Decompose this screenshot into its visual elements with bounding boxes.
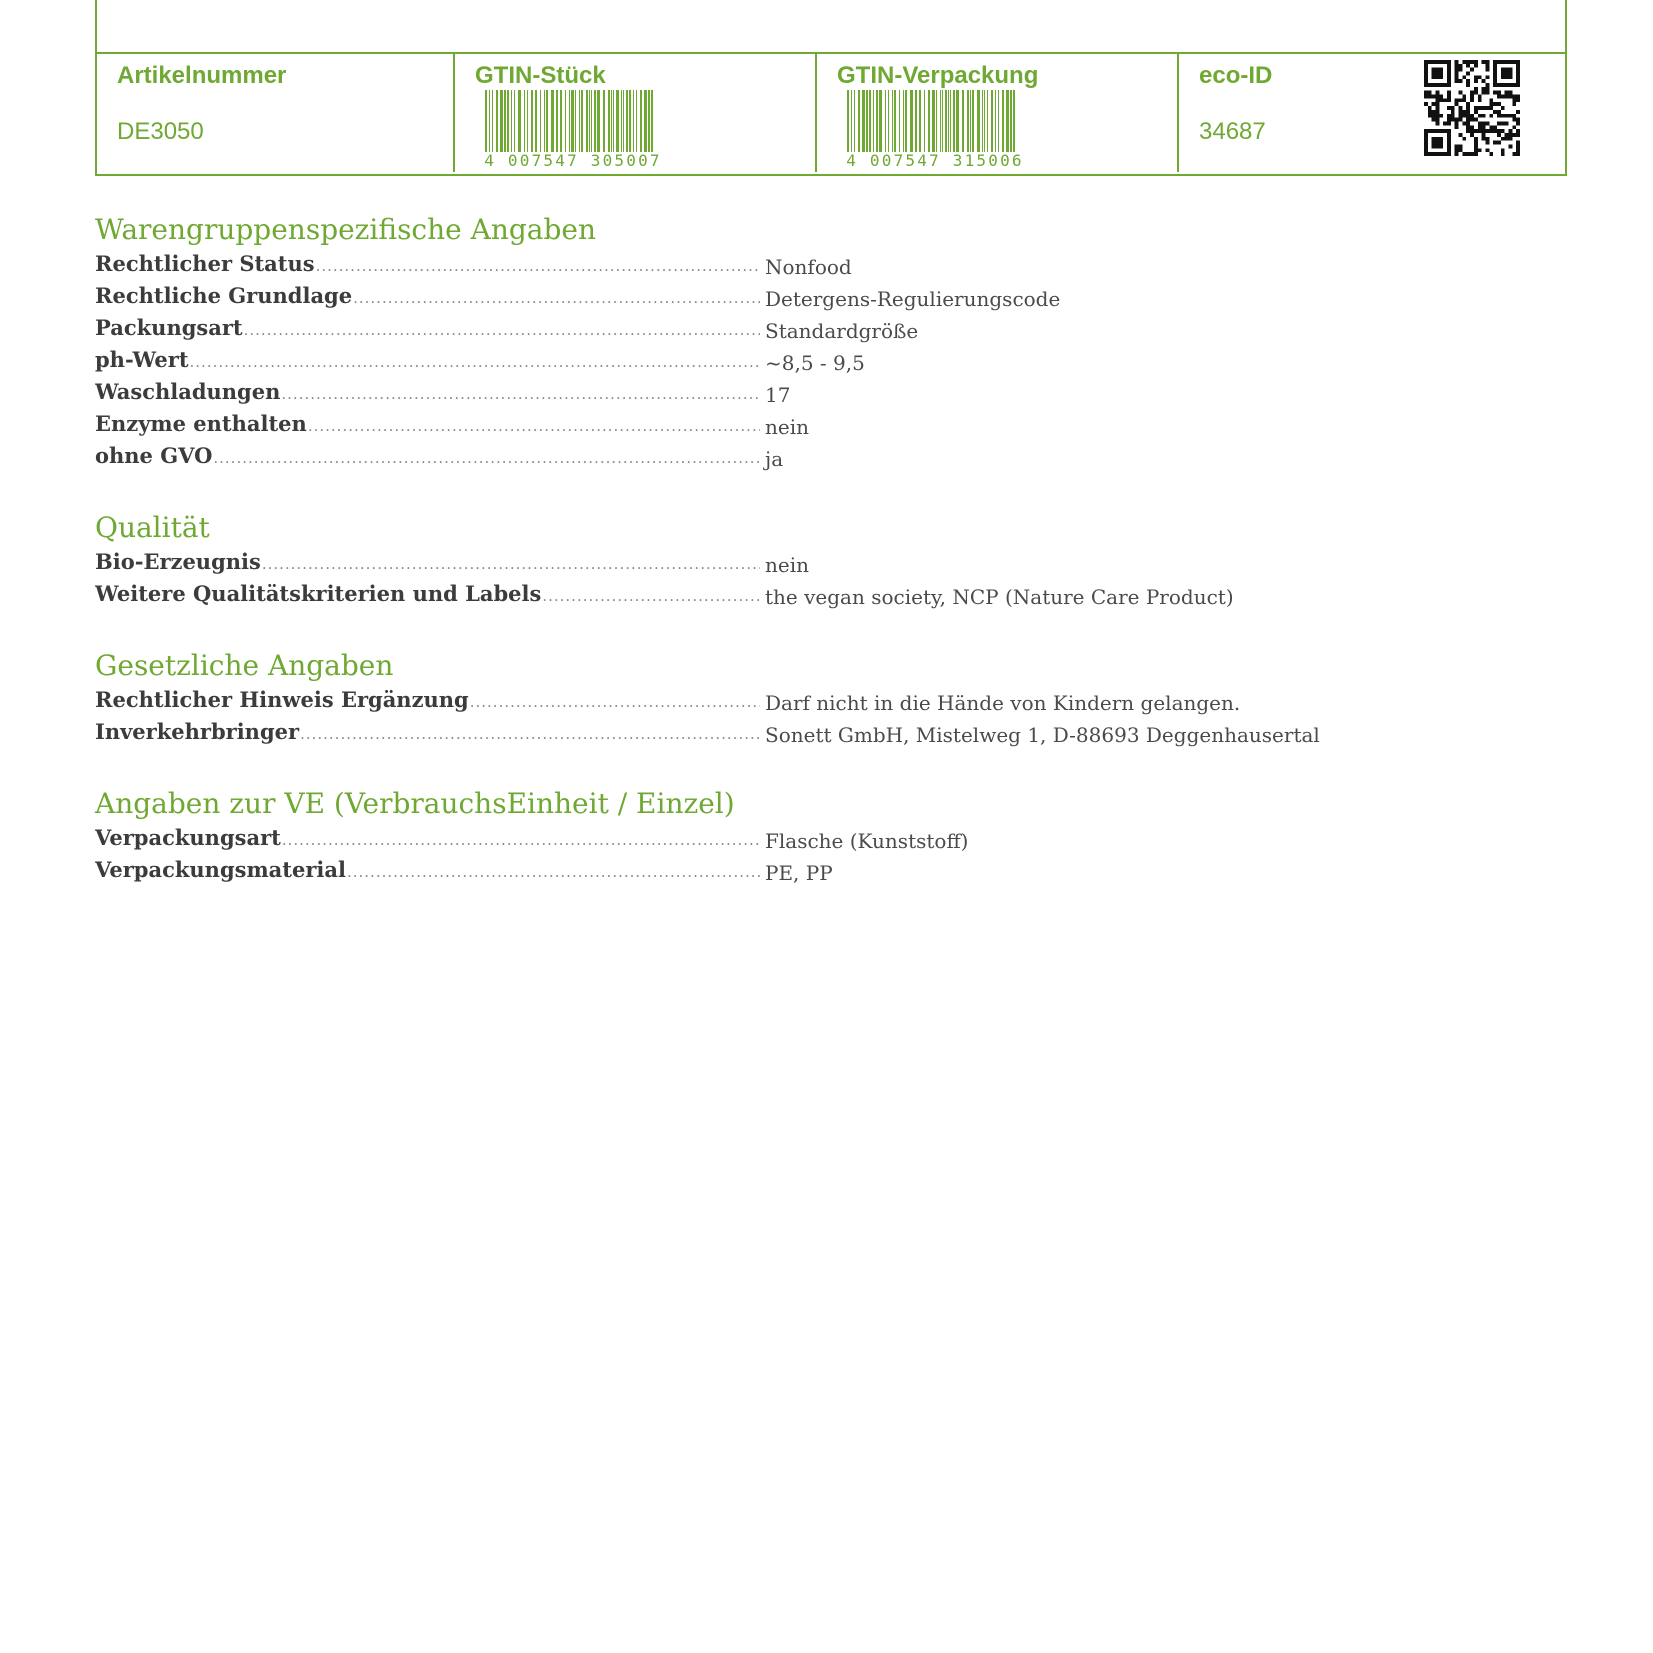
row-label: Rechtlicher Status ..... [95, 248, 760, 282]
row-value: Darf nicht in die Hände von Kindern gelangen. [765, 691, 1241, 715]
gtin-piece-cell [453, 54, 815, 172]
info-row [95, 408, 1395, 440]
row-value: nein [765, 553, 809, 577]
article-number-value: DE3050 [117, 118, 204, 145]
article-number-cell [97, 54, 453, 172]
info-row [95, 344, 1395, 376]
info-row [95, 546, 1395, 578]
section-title: Angaben zur VE (VerbrauchsEinheit / Einzel) [95, 787, 735, 820]
info-row [95, 440, 1395, 472]
row-label: Verpackungsmaterial ..... [95, 854, 760, 888]
section-consumer-unit [95, 786, 1395, 886]
row-label: ohne GVO ..... [95, 440, 760, 474]
eco-id-value: 34687 [1199, 118, 1266, 145]
row-value: PE, PP [765, 861, 833, 885]
row-label: Enzyme enthalten ..... [95, 408, 760, 442]
info-row [95, 312, 1395, 344]
section-quality [95, 510, 1395, 610]
section-legal [95, 648, 1395, 748]
info-row [95, 578, 1395, 610]
gtin-package-cell [815, 54, 1177, 172]
row-label: Verpackungsart ..... [95, 822, 760, 856]
gtin-piece-label: GTIN-Stück [475, 62, 606, 89]
section-title: Gesetzliche Angaben [95, 649, 394, 682]
section-product-group [95, 212, 1395, 472]
row-label: Rechtlicher Hinweis Ergänzung ..... [95, 684, 760, 718]
product-id-table [95, 0, 1567, 176]
row-label: Weitere Qualitätskriterien und Labels ..... [95, 578, 760, 612]
row-label: Rechtliche Grundlage ..... [95, 280, 760, 314]
info-row [95, 854, 1395, 886]
info-row [95, 280, 1395, 312]
info-row [95, 822, 1395, 854]
row-value: 17 [765, 383, 791, 407]
section-title: Warengruppenspezifische Angaben [95, 213, 597, 246]
row-value: Nonfood [765, 255, 852, 279]
row-value: ja [765, 447, 784, 471]
section-title: Qualität [95, 511, 210, 544]
row-label: Packungsart ..... [95, 312, 760, 346]
row-value: ~8,5 - 9,5 [765, 351, 865, 375]
row-label: ph-Wert ..... [95, 344, 760, 378]
info-row [95, 716, 1395, 748]
article-number-label: Artikelnummer [117, 62, 287, 89]
row-value: Flasche (Kunststoff) [765, 829, 969, 853]
row-value: Standardgröße [765, 319, 919, 343]
row-label: Bio-Erzeugnis ..... [95, 546, 760, 580]
info-row [95, 684, 1395, 716]
info-row [95, 376, 1395, 408]
row-value: the vegan society, NCP (Nature Care Product) [765, 585, 1234, 609]
gtin-piece-digits: 4 007547 305007 [484, 151, 662, 170]
row-value: Detergens-Regulierungscode [765, 287, 1061, 311]
eco-id-label: eco-ID [1199, 62, 1273, 89]
gtin-package-digits: 4 007547 315006 [846, 151, 1024, 170]
gtin-package-label: GTIN-Verpackung [837, 62, 1039, 89]
row-label: Inverkehrbringer ..... [95, 716, 760, 750]
info-row [95, 248, 1395, 280]
qr-code-icon [1424, 60, 1520, 156]
row-value: nein [765, 415, 809, 439]
row-label: Waschladungen ..... [95, 376, 760, 410]
row-value: Sonett GmbH, Mistelweg 1, D-88693 Deggenhausertal [765, 723, 1320, 747]
